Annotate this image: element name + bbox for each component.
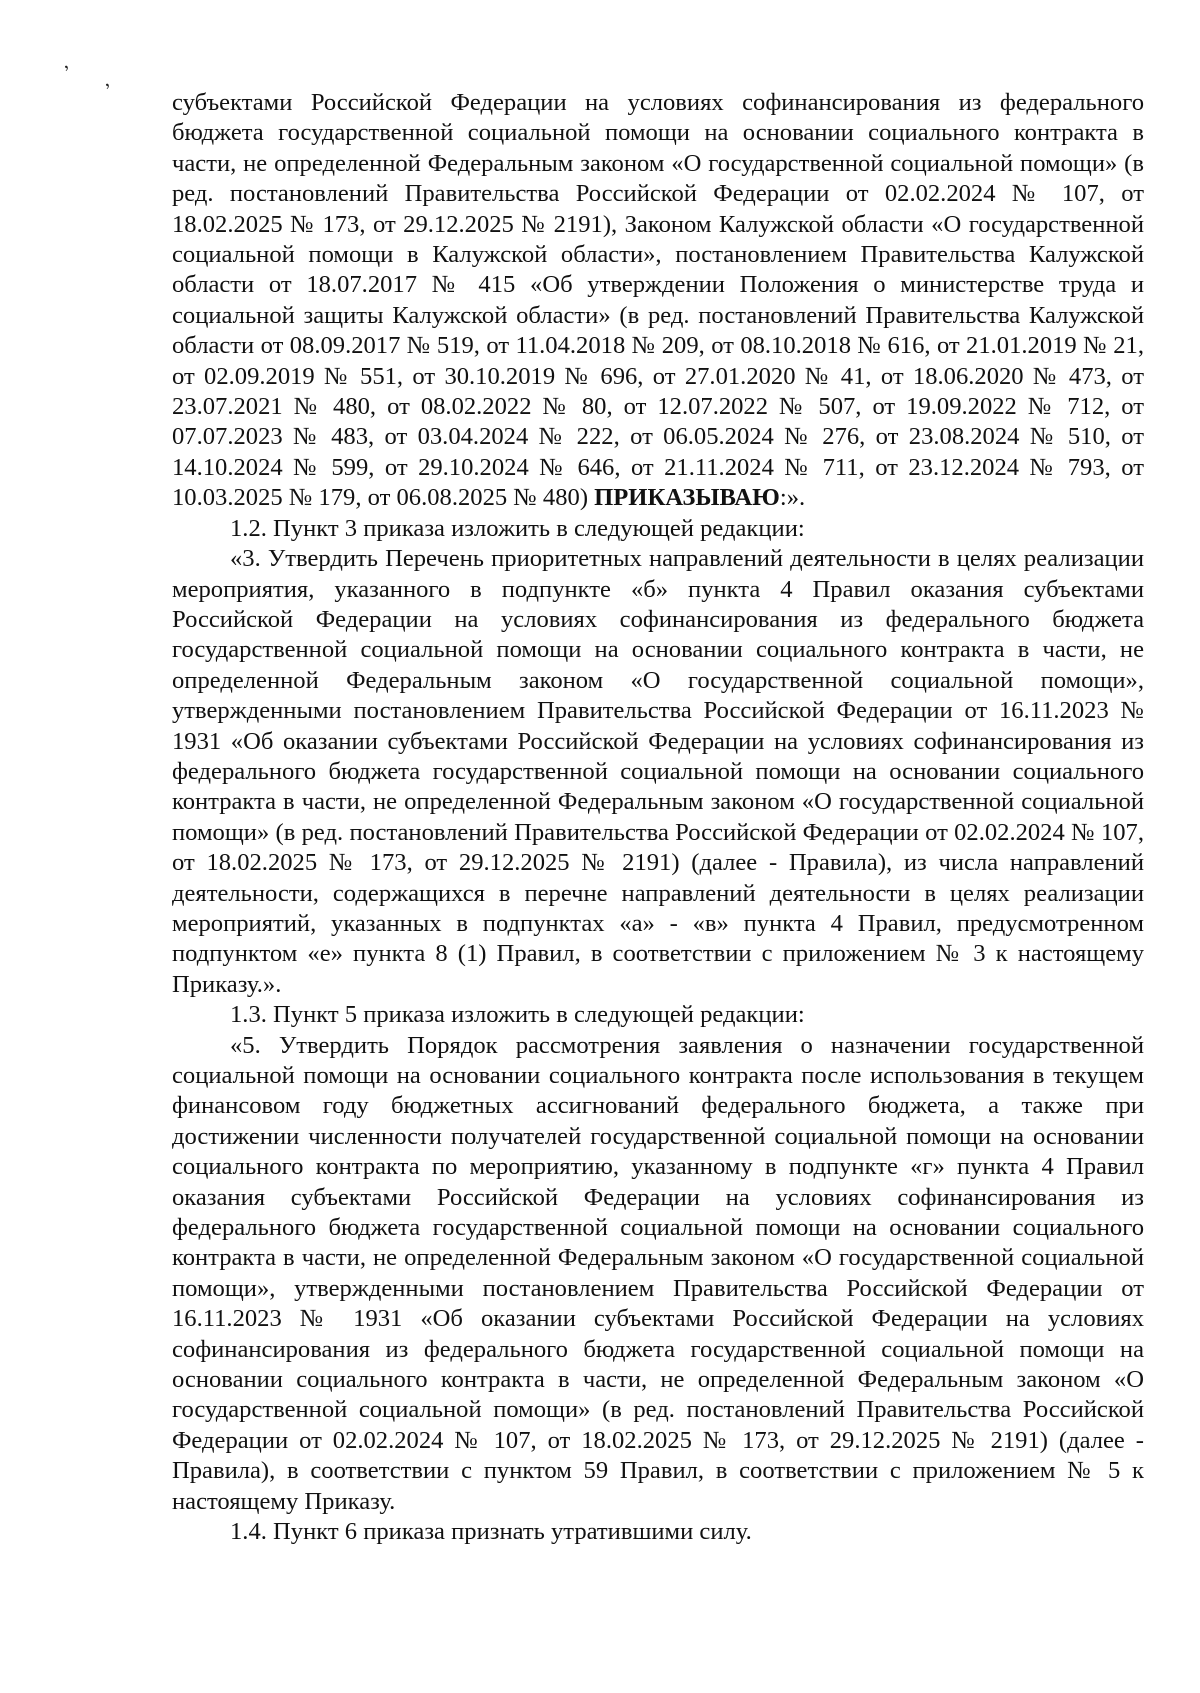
paragraph-point-3-text: «3. Утвердить Перечень приоритетных направлений деятельности в целях реализации мероприятия, указанного в подпункте «б» пункта 4 Правил оказания субъектами Российской Федерации на условиях софинансирования из федерального бюджета государственной социальной помощи на основании социального контракта в части, не определенной Федеральным законом «О государственной социальной помощи», утвержденными постановлением Правительства Российской Федерации от 16.11.2023 № 1931 «Об оказании субъектами Российской Федерации на условиях софинансирования из федерального бюджета государственной социальной помощи на основании социального контракта в части, не определенной Федеральным законом «О государственной социальной помощи» (в ред. постановлений Правительства Российской Федерации от 02.02.2024 № 107, от 18.02.2025 № 173, от 29.12.2025 № 2191) (далее - Правила), из числа направлений деятельности, содержащихся в перечне направлений деятельности в целях реализации мероприятий, указанных в подпунктах «а» - «в» пункта 4 Правил, предусмотренном подпунктом «е» пункта 8 (1) Правил, в соответствии с приложением № 3 к настоящему Приказу.». (172, 545, 1144, 998)
paragraph-preamble-continuation (172, 88, 1144, 514)
paragraph-tail: :». (779, 484, 806, 512)
paragraph-point-5-text: «5. Утвердить Порядок рассмотрения заявления о назначении государственной социальной помощи на основании социального контракта после использования в текущем финансовом году бюджетных ассигнований федерального бюджета, а также при достижении численности получателей государственной социальной помощи на основании социального контракта по мероприятию, указанному в подпункте «г» пункта 4 Правил оказания субъектами Российской Федерации на условиях софинансирования из федерального бюджета государственной социальной помощи на основании социального контракта в части, не определенной Федеральным законом «О государственной социальной помощи», утвержденными постановлением Правительства Российской Федерации от 16.11.2023 № 1931 «Об оказании субъектами Российской Федерации на условиях софинансирования из федерального бюджета государственной социальной помощи на основании социального контракта в части, не определенной Федеральным законом «О государственной социальной помощи» (в ред. постановлений Правительства Российской Федерации от 02.02.2024 № 107, от 18.02.2025 № 173, от 29.12.2025 № 2191) (далее - Правила), в соответствии с пунктом 59 Правил, в соответствии с приложением № 5 к настоящему Приказу. (172, 1031, 1144, 1515)
scan-mark: , (58, 50, 71, 74)
order-keyword: ПРИКАЗЫВАЮ (594, 484, 780, 512)
paragraph-item-1-3: 1.3. Пункт 5 приказа изложить в следующей редакции: (230, 1001, 805, 1029)
paragraph-item-1-4: 1.4. Пункт 6 приказа признать утратившими силу. (230, 1518, 752, 1546)
scan-mark: , (99, 68, 112, 92)
paragraph-text: субъектами Российской Федерации на условиях софинансирования из федерального бюджета государственной социальной помощи на основании социального контракта в части, не определенной Федеральным законом «О государственной социальной помощи» (в ред. постановлений Правительства Российской Федерации от 02.02.2024 № 107, от 18.02.2025 № 173, от 29.12.2025 № 2191), Законом Калужской области «О государственной социальной помощи в Калужской области», постановлением Правительства Калужской области от 18.07.2017 № 415 «Об утверждении Положения о министерстве труда и социальной защиты Калужской области» (в ред. постановлений Правительства Калужской области от 08.09.2017 № 519, от 11.04.2018 № 209, от 08.10.2018 № 616, от 21.01.2019 № 21, от 02.09.2019 № 551, от 30.10.2019 № 696, от 27.01.2020 № 41, от 18.06.2020 № 473, от 23.07.2021 № 480, от 08.02.2022 № 80, от 12.07.2022 № 507, от 19.09.2022 № 712, от 07.07.2023 № 483, от 03.04.2024 № 222, от 06.05.2024 № 276, от 23.08.2024 № 510, от 14.10.2024 № 599, от 29.10.2024 № 646, от 21.11.2024 № 711, от 23.12.2024 № 793, от 10.03.2025 № 179, от 06.08.2025 № 480) (172, 89, 1144, 512)
document-body (172, 88, 1144, 1548)
paragraph-item-1-2: 1.2. Пункт 3 приказа изложить в следующей редакции: (230, 514, 805, 542)
